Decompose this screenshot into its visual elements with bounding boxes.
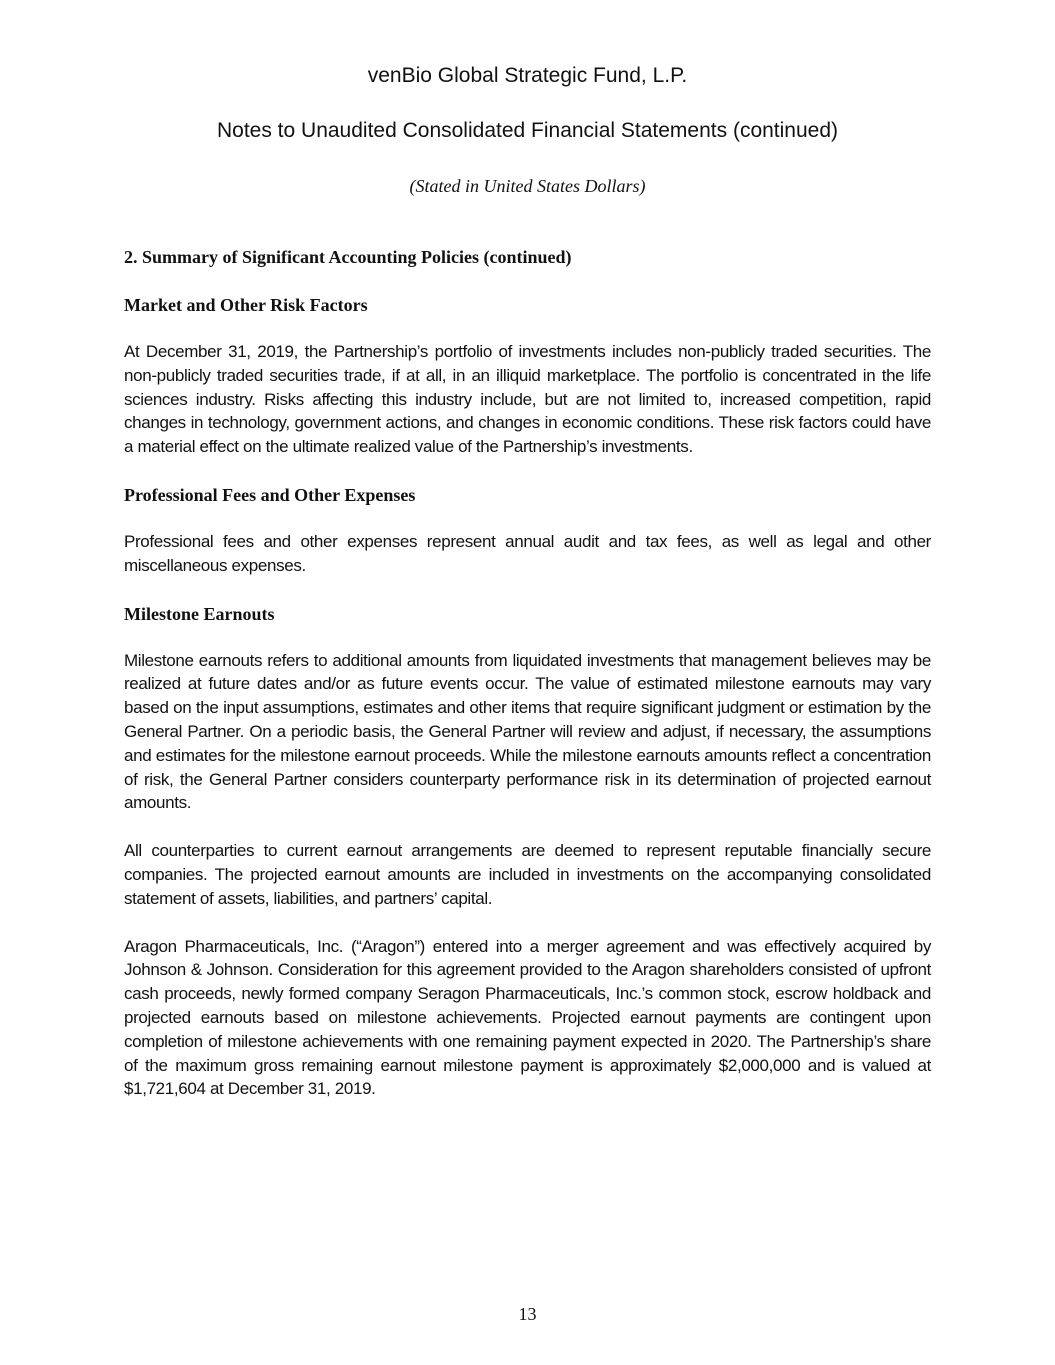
section-heading: 2. Summary of Significant Accounting Policies (continued) bbox=[124, 247, 572, 267]
currency-note: (Stated in United States Dollars) bbox=[409, 176, 646, 196]
milestone-earnouts-paragraph-1: Milestone earnouts refers to additional amounts from liquidated investments that management believes may be realized at future dates and/or as future events occur. The value of estimated milestone earnouts may vary based on the input assumptions, estimates and other items that require significant judgment or estimation by the General Partner. On a periodic basis, the General Partner will review and adjust, if necessary, the assumptions and estimates for the milestone earnout proceeds. While the milestone earnouts amounts reflect a concentration of risk, the General Partner considers counterparty performance risk in its determination of projected earnout amounts. bbox=[124, 650, 931, 813]
milestone-earnouts-heading: Milestone Earnouts bbox=[124, 603, 275, 624]
notes-title: Notes to Unaudited Consolidated Financial Statements (continued) bbox=[216, 119, 839, 142]
document-body bbox=[124, 245, 931, 1125]
milestone-earnouts-paragraph-2: All counterparties to current earnout arrangements are deemed to represent reputable financially secure companies. The projected earnout amounts are included in investments on the accompanying consolidated statement of assets, liabilities, and partners’ capital. bbox=[124, 841, 931, 908]
fund-name-title: venBio Global Strategic Fund, L.P. bbox=[367, 64, 688, 87]
milestone-earnouts-paragraph-3: Aragon Pharmaceuticals, Inc. (“Aragon”) entered into a merger agreement and was effectively acquired by Johnson & Johnson. Consideration for this agreement provided to the Aragon shareholders consisted of upfront cash proceeds, newly formed company Seragon Pharmaceuticals, Inc.’s common stock, escrow holdback and projected earnouts based on milestone achievements. Projected earnout payments are contingent upon completion of milestone achievements with one remaining payment expected in 2020. The Partnership’s share of the maximum gross remaining earnout milestone payment is approximately $2,000,000 and is valued at $1,721,604 at December 31, 2019. bbox=[124, 936, 931, 1099]
market-risk-heading: Market and Other Risk Factors bbox=[124, 295, 368, 315]
professional-fees-paragraph: Professional fees and other expenses represent annual audit and tax fees, as well as legal and other miscellaneous expenses. bbox=[124, 531, 931, 575]
page-number: 13 bbox=[518, 1304, 537, 1324]
market-risk-paragraph: At December 31, 2019, the Partnership’s portfolio of investments includes non-publicly traded securities. The non-publicly traded securities trade, if at all, in an illiquid marketplace. The portfolio is concentrated in the life sciences industry. Risks affecting this industry include, but are not limited to, increased competition, rapid changes in technology, government actions, and changes in economic conditions. These risk factors could have a material effect on the ultimate realized value of the Partnership’s investments. bbox=[124, 342, 931, 457]
professional-fees-heading: Professional Fees and Other Expenses bbox=[124, 484, 416, 505]
